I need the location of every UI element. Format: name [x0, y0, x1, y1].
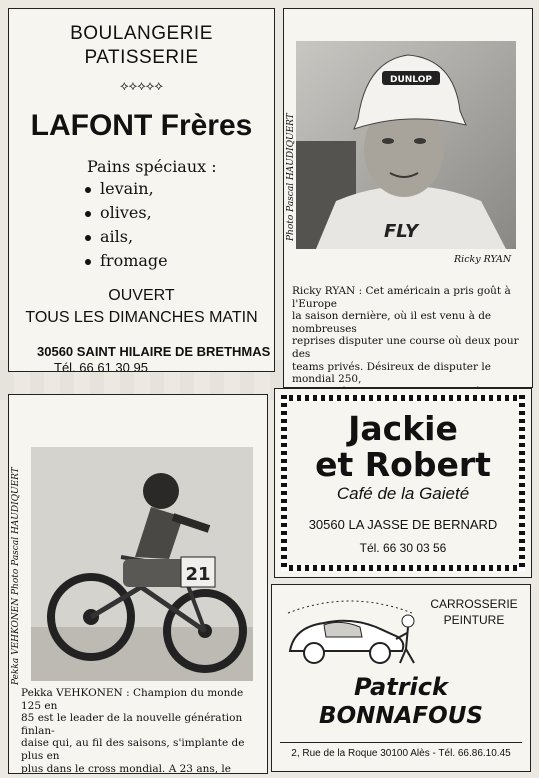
photo-name: Ricky RYAN — [454, 254, 512, 265]
bullet-icon — [85, 211, 91, 217]
list-item: levain, — [85, 177, 168, 201]
bonnafous-last-name: BONNAFOUS — [319, 703, 483, 729]
checker-border-top — [281, 395, 525, 401]
boulangerie-line1: BOULANGERIE — [70, 23, 213, 44]
pekka-photo — [31, 447, 253, 681]
ornament-icon: ⟡⟡⟡⟡⟡ — [120, 79, 163, 94]
ryan-caption: Ricky RYAN : Cet américain a pris goût à l'Europe la saison dernière, où il est venu à de nombreuses reprises disputer une course où deux pour des teams privés. Désireux de disputer le mondial 250, — [292, 285, 519, 386]
boulangerie-address: 30560 SAINT HILAIRE DE BRETHMAS — [37, 344, 271, 359]
ryan-feature — [283, 8, 533, 388]
car-illustration-icon — [280, 593, 420, 669]
footer-divider — [280, 742, 522, 743]
list-item: fromage — [85, 249, 168, 273]
list-item: olives, — [85, 201, 168, 225]
peinture-label: PEINTURE — [443, 613, 505, 627]
carrosserie-label: CARROSSERIE — [430, 597, 518, 611]
open-line1: OUVERT — [108, 287, 175, 304]
photo-credit: Photo Pascal HAUDIQUERT — [11, 467, 21, 595]
pains-list — [85, 177, 168, 273]
side-name: Pekka VEHKONEN — [11, 597, 21, 685]
open-line2: TOUS LES DIMANCHES MATIN — [25, 309, 258, 326]
bonnafous-ad — [271, 584, 531, 772]
list-item: ails, — [85, 225, 168, 249]
bullet-icon — [85, 187, 91, 193]
bonnafous-first-name: Patrick — [354, 673, 448, 701]
boulangerie-name: LAFONT Frères — [30, 109, 253, 142]
jackie-phone: Tél. 66 30 03 56 — [359, 541, 447, 555]
photo-credit: Photo Pascal HAUDIQUERT — [286, 113, 296, 241]
jackie-address: 30560 LA JASSE DE BERNARD — [308, 517, 498, 532]
checker-border-bottom — [281, 565, 525, 571]
pains-heading: Pains spéciaux : — [87, 157, 217, 176]
svg-text:DUNLOP: DUNLOP — [390, 75, 432, 85]
bonnafous-address: 2, Rue de la Roque 30100 Alès - Tél. 66.86.10.45 — [291, 748, 511, 759]
cafe-name: Café de la Gaieté — [336, 484, 470, 503]
bullet-icon — [85, 259, 91, 265]
jackie-robert-ad — [274, 388, 532, 578]
boulangerie-phone: Tél. 66 61 30 95 — [54, 360, 148, 372]
pekka-feature — [8, 394, 268, 774]
svg-text:21: 21 — [185, 564, 211, 585]
ryan-photo — [296, 41, 516, 249]
bullet-icon — [85, 235, 91, 241]
boulangerie-ad — [8, 8, 275, 372]
pekka-caption: Pekka VEHKONEN : Champion du monde 125 en 85 est le leader de la nouvelle génération finlan- daise qui, au fil des saisons, s'implante de plus en plus dans le cross mondial. A 23 ans, le — [21, 687, 245, 774]
svg-text:FLY: FLY — [384, 221, 418, 242]
boulangerie-line2: PATISSERIE — [84, 47, 199, 68]
jackie-line2: et Robert — [315, 445, 491, 484]
jackie-line1: Jackie — [348, 409, 458, 448]
